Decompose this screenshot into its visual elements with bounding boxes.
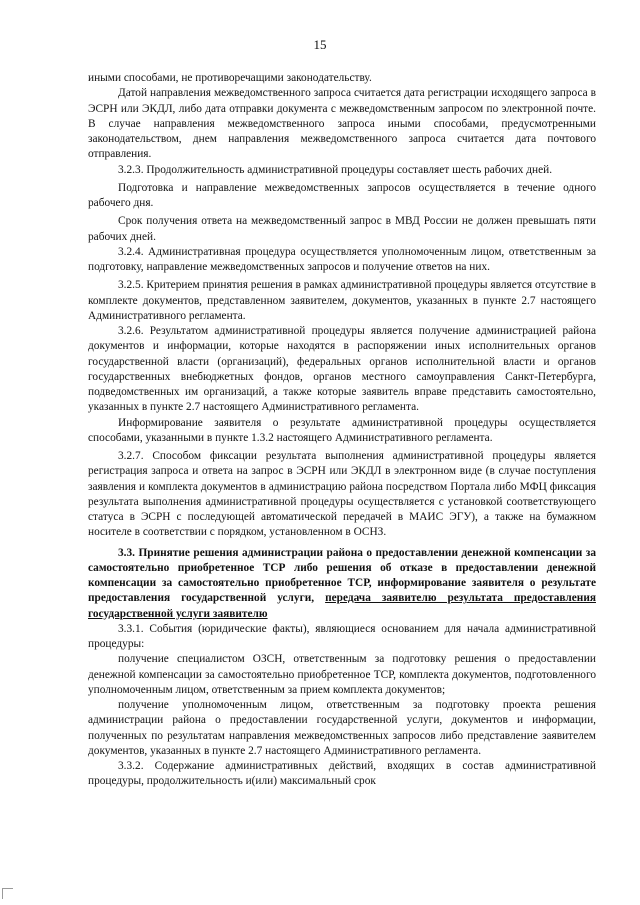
paragraph-3-3-1: 3.3.1. События (юридические факты), являющиеся основанием для начала административной процедуры: xyxy=(88,622,596,650)
paragraph-requests-prep: Подготовка и направление межведомственных запросов осуществляется в течение одного рабочего дня. xyxy=(88,181,596,209)
paragraph-request-date: Датой направления межведомственного запроса считается дата регистрации исходящего запроса в ЭСРН или ЭКДЛ, либо дата отправки документа с межведомственным запросом по электронной почте. В случае направления межведомственного запроса иными способами, предусмотренными законодательством, днем направления межведомственного запроса считается дата почтового отправления. xyxy=(88,87,596,161)
paragraph-informing: Информирование заявителя о результате административной процедуры осуществляется способами, указанными в пункте 1.3.2 настоящего Административного регламента. xyxy=(88,416,596,444)
section-heading-underlined: передача заявителю результата предоставления государственной услуги заявителю xyxy=(88,592,596,620)
paragraph-authorized-receipt: получение уполномоченным лицом, ответственным за подготовку проекта решения администрации района о предоставлении государственной услуги, документов и информации, полученных по результатам направления межведомственных запросов либо представление заявителем документов, указанных в пункте 2.7 настоящего Административного регламента. xyxy=(88,699,596,757)
section-heading-3-3 xyxy=(88,546,596,622)
scan-corner-mark xyxy=(2,888,13,899)
paragraph-continuation: иными способами, не противоречащими законодательству. xyxy=(88,72,372,84)
section-heading-text: 3.3. Принятие решения администрации района о предоставлении денежной компенсации за самостоятельно приобретенное ТСР либо решения об отказе в предоставлении денежной компенсации за самостоятельно приобретенное ТСР, информирование заявителя о результате предоставления государственной услуги, xyxy=(88,546,596,605)
paragraph-3-2-4: 3.2.4. Административная процедура осуществляется уполномоченным лицом, ответственным за подготовку, направление межведомственных запросов и получение ответов на них. xyxy=(88,245,596,273)
paragraph-3-2-7: 3.2.7. Способом фиксации результата выполнения административной процедуры является регистрация запроса и ответа на запрос в ЭСРН или ЭКДЛ в электронном виде (в случае поступления заявления и комплекта документов в администрацию района посредством Портала либо МФЦ фиксация результата выполнения административной процедуры осуществляется с установкой соответствующего статуса в ЭСРН с последующей автоматической передачей в МАИС ЭГУ), а также на бумажном носителе в соответствии с порядком, установленном в ОСНЗ. xyxy=(88,450,596,539)
paragraph-3-2-5: 3.2.5. Критерием принятия решения в рамках административной процедуры является отсутствие в комплекте документов, представленном заявителем, документов, указанных в пункте 2.7 настоящего Административного регламента. xyxy=(88,279,596,322)
document-body xyxy=(88,71,596,790)
paragraph-ozsn-receipt: получение специалистом ОЗСН, ответственным за подготовку решения о предоставлении денежной компенсации за самостоятельно приобретенное ТСР, комплекта документов, подготовленного уполномоченным лицом, ответственным за прием комплекта документов; xyxy=(88,653,596,696)
paragraph-3-2-6: 3.2.6. Результатом административной процедуры является получение администрацией района документов и информации, которые находятся в распоряжении иных исполнительных органов государственной власти (организаций), федеральных органов исполнительной власти и органов государственных внебюджетных фондов, органов местного самоуправления Санкт-Петербурга, подведомственных им организаций, а также которые заявитель вправе представить самостоятельно, указанных в пункте 2.7 настоящего Административного регламента. xyxy=(88,325,596,414)
paragraph-mvd-deadline: Срок получения ответа на межведомственный запрос в МВД России не должен превышать пяти рабочих дней. xyxy=(88,215,596,243)
paragraph-3-2-3: 3.2.3. Продолжительность административной процедуры составляет шесть рабочих дней. xyxy=(118,163,553,176)
page-number: 15 xyxy=(313,37,327,52)
paragraph-3-3-2: 3.3.2. Содержание административных действий, входящих в состав административной процедуры, продолжительность и(или) максимальный срок xyxy=(88,760,596,788)
